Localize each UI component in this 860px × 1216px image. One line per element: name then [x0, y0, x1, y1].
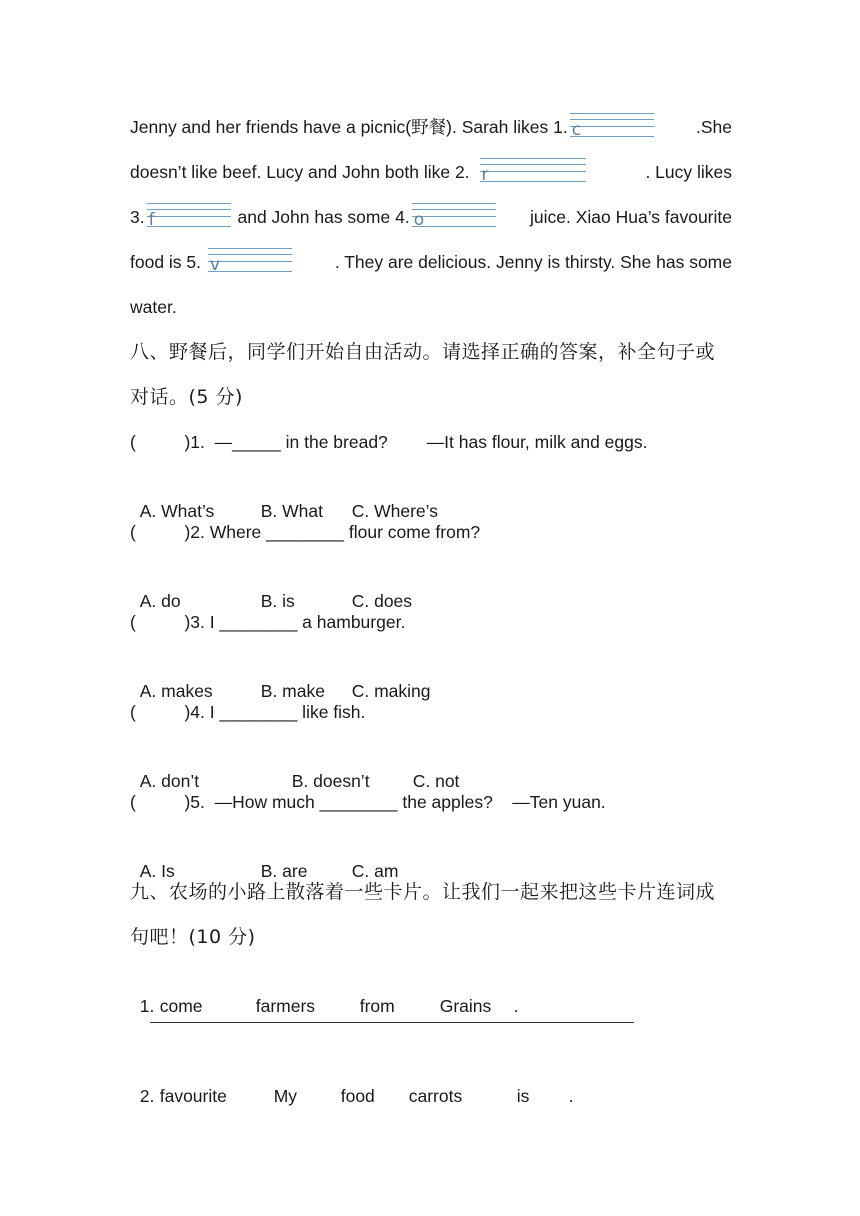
- option-b[interactable]: B. is: [260, 591, 295, 611]
- item-number: 2.: [139, 1086, 155, 1106]
- answer-blank-4[interactable]: [412, 209, 496, 231]
- option-a[interactable]: A. Is: [139, 861, 175, 881]
- passage-line-3: [130, 205, 732, 229]
- option-a[interactable]: A. What’s: [139, 501, 215, 521]
- word-card[interactable]: carrots: [408, 1086, 463, 1106]
- passage-line-2: [130, 160, 732, 184]
- question-4-options: [130, 745, 459, 793]
- blank-hint-letter: f: [148, 210, 155, 231]
- question-5-stem: ( )5. —How much ________ the apples? —Ten yuan.: [130, 792, 606, 812]
- word-card[interactable]: My: [273, 1086, 298, 1106]
- answer-blank-1[interactable]: [570, 119, 654, 141]
- answer-blank-5[interactable]: [208, 254, 292, 276]
- word-card[interactable]: .: [513, 996, 519, 1016]
- section-8-title: 八、野餐后，同学们开始自由活动。请选择正确的答案，补全句子或: [130, 341, 716, 363]
- passage-text: doesn’t like beef. Lucy and John both like 2.: [130, 162, 470, 182]
- option-b[interactable]: B. What: [260, 501, 323, 521]
- passage-line-4: [130, 250, 732, 274]
- option-c[interactable]: C. making: [351, 681, 431, 701]
- question-5-options: [130, 835, 398, 883]
- word-card-row-1: [130, 970, 519, 1018]
- section-9-title-cont: 句吧！(10 分): [130, 926, 256, 948]
- blank-hint-letter: r: [481, 165, 489, 186]
- question-1-options: [130, 475, 438, 523]
- question-3-stem: ( )3. I ________ a hamburger.: [130, 612, 406, 632]
- section-8-title-cont: 对话。(5 分): [130, 386, 243, 408]
- blank-hint-letter: v: [209, 255, 220, 276]
- passage-text: juice. Xiao Hua’s favourite: [529, 207, 732, 227]
- passage-text: food is 5.: [130, 252, 202, 272]
- option-a[interactable]: A. do: [139, 591, 181, 611]
- passage-line-5: water.: [130, 297, 177, 317]
- question-2-stem: ( )2. Where ________ flour come from?: [130, 522, 481, 542]
- question-4-stem: ( )4. I ________ like fish.: [130, 702, 366, 722]
- word-card[interactable]: favourite: [159, 1086, 227, 1106]
- option-c[interactable]: C. Where’s: [351, 501, 438, 521]
- word-card[interactable]: .: [568, 1086, 574, 1106]
- item-number: 1.: [139, 996, 155, 1016]
- blank-hint-letter: o: [413, 210, 425, 231]
- passage-text: . Lucy likes: [645, 162, 732, 182]
- option-b[interactable]: B. make: [260, 681, 325, 701]
- answer-blank-3[interactable]: [147, 209, 231, 231]
- option-b[interactable]: B. are: [260, 861, 308, 881]
- section-9-title: 九、农场的小路上散落着一些卡片。让我们一起来把这些卡片连词成: [130, 881, 716, 903]
- passage-line-1: [130, 115, 732, 139]
- option-c[interactable]: C. am: [351, 861, 399, 881]
- option-c[interactable]: C. does: [351, 591, 413, 611]
- passage-text: . They are delicious. Jenny is thirsty. She has some: [334, 252, 732, 272]
- passage-text: 3.: [130, 207, 145, 227]
- option-b[interactable]: B. doesn’t: [291, 771, 370, 791]
- word-card[interactable]: Grains: [439, 996, 492, 1016]
- word-card[interactable]: come: [159, 996, 203, 1016]
- option-c[interactable]: C. not: [412, 771, 460, 791]
- question-3-options: [130, 655, 431, 703]
- word-card[interactable]: from: [359, 996, 395, 1016]
- word-card-row-2: [130, 1060, 574, 1108]
- word-card[interactable]: food: [340, 1086, 375, 1106]
- option-a[interactable]: A. don’t: [139, 771, 200, 791]
- answer-writing-line[interactable]: [150, 1022, 634, 1023]
- blank-hint-letter: c: [571, 120, 582, 141]
- question-2-options: [130, 565, 412, 613]
- question-1-stem: ( )1. —_____ in the bread? —It has flour, milk and eggs.: [130, 432, 648, 452]
- passage-text: and John has some 4.: [237, 207, 410, 227]
- passage-text: Jenny and her friends have a picnic(野餐). Sarah likes 1.: [130, 117, 568, 137]
- option-a[interactable]: A. makes: [139, 681, 213, 701]
- passage-text: .She: [696, 117, 732, 137]
- word-card[interactable]: farmers: [255, 996, 316, 1016]
- answer-blank-2[interactable]: [480, 164, 586, 186]
- word-card[interactable]: is: [516, 1086, 530, 1106]
